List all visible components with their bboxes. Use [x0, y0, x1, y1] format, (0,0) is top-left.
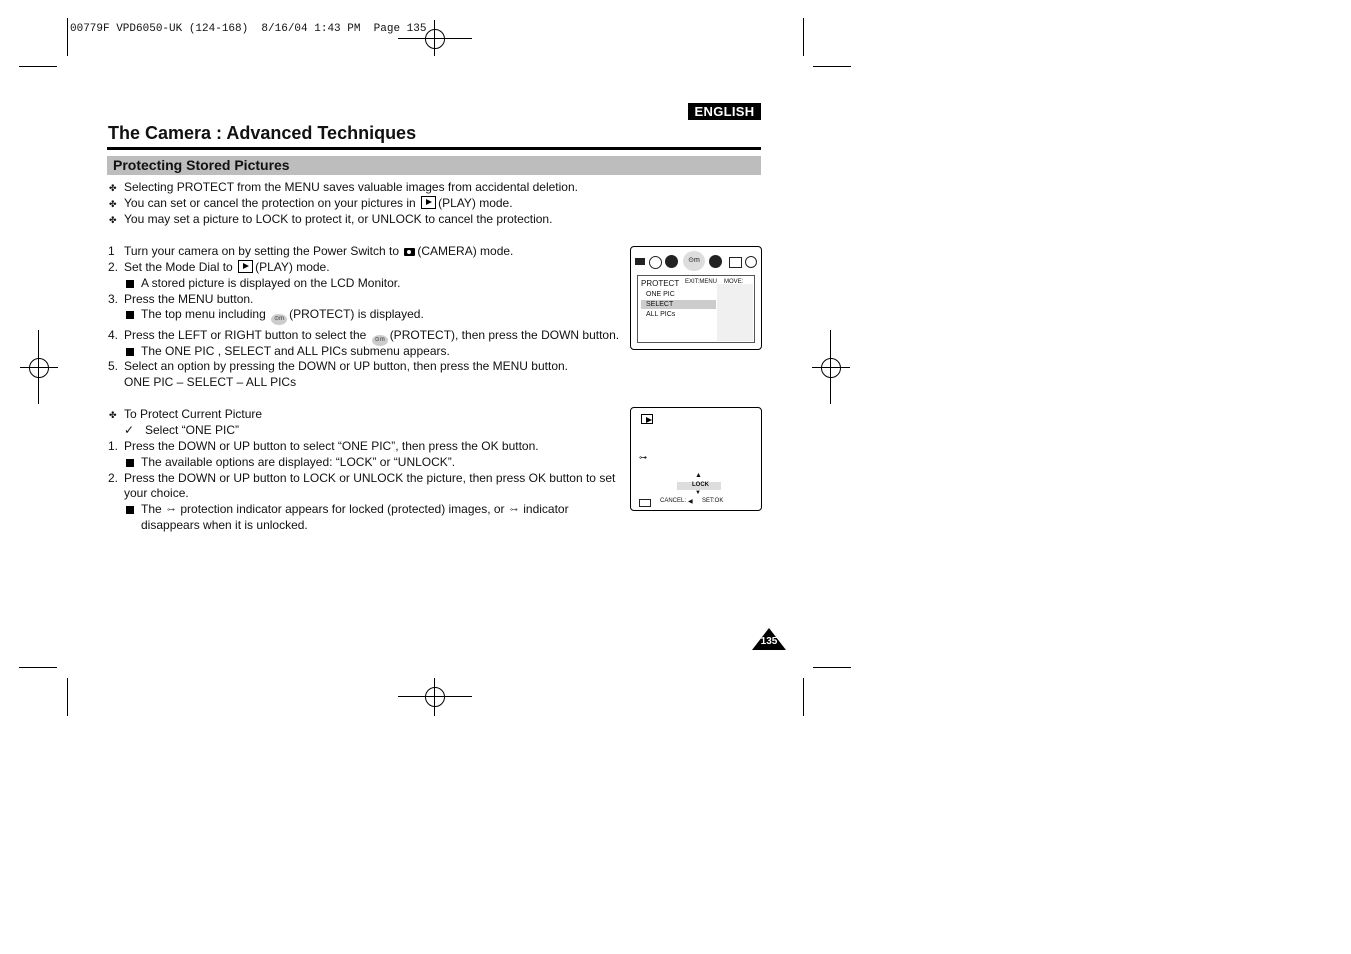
play-mode-icon [641, 414, 653, 424]
print-icon [729, 257, 742, 268]
step-text-part: (PROTECT) is displayed. [289, 307, 424, 321]
camera-setting-icon [635, 258, 645, 265]
step-text: Press the DOWN or UP button to LOCK or UNLOCK the picture, then press OK button to set [124, 471, 616, 485]
step-text-part: (PLAY) mode. [255, 260, 330, 274]
cross-bullet-icon: ✤ [109, 410, 117, 420]
step-number: 2. [108, 471, 119, 485]
card-icon [639, 499, 651, 507]
registration-mark [398, 38, 472, 39]
menu-title: PROTECT [641, 279, 680, 288]
step-text: Press the DOWN or UP button to select “ONE PIC”, then press the OK button. [124, 439, 539, 453]
lcd-menu-illustration [630, 246, 762, 350]
step-number: 1. [108, 439, 119, 453]
cross-bullet-icon: ✤ [109, 215, 117, 225]
intro-line [124, 196, 513, 210]
subsection-heading: To Protect Current Picture [124, 407, 263, 421]
registration-mark [425, 29, 445, 49]
setup-icon [745, 256, 757, 268]
print-header: 00779F VPD6050-UK (124-168) 8/16/04 1:43 PM Page 135 [70, 23, 427, 35]
page-title: The Camera : Advanced Techniques [108, 123, 417, 143]
step-note [141, 307, 424, 325]
step-note [141, 502, 569, 517]
intro-text: You can set or cancel the protection on your pictures in [124, 196, 416, 210]
step-number: 2. [108, 260, 119, 274]
camera-icon [404, 248, 415, 256]
left-arrow-icon: ◀ [688, 499, 693, 505]
intro-text: (PLAY) mode. [438, 196, 513, 210]
crop-mark [19, 66, 57, 67]
lock-key-icon: ⊶ [167, 505, 176, 514]
registration-mark [434, 678, 435, 716]
step-number: 1 [108, 244, 115, 258]
crop-mark [803, 678, 804, 716]
menu-panel [637, 275, 755, 343]
crop-mark [67, 18, 68, 56]
protect-icon: ⊙m [271, 314, 287, 325]
step-note: disappears when it is unlocked. [141, 518, 308, 532]
protect-icon: ⊙m [683, 251, 705, 271]
crop-mark [803, 18, 804, 56]
language-badge: ENGLISH [688, 103, 761, 120]
registration-mark [20, 367, 58, 368]
square-bullet-icon [126, 506, 134, 514]
registration-mark [821, 358, 841, 378]
home-icon [665, 255, 678, 268]
registration-mark [830, 330, 831, 404]
set-hint: SET:OK [702, 498, 724, 504]
step-note: A stored picture is displayed on the LCD Monitor. [141, 276, 401, 290]
step-text-part: Set the Mode Dial to [124, 260, 233, 274]
protect-icon: ⊙m [372, 335, 388, 346]
square-bullet-icon [126, 459, 134, 467]
registration-mark [434, 20, 435, 56]
title-rule [107, 147, 761, 150]
menu-icons-row [635, 255, 757, 269]
square-bullet-icon [126, 280, 134, 288]
registration-mark [29, 358, 49, 378]
menu-submenu-box [717, 284, 753, 341]
step-text-part: protection indicator appears for locked (protected) images, or [180, 502, 505, 516]
step-text-part: The [141, 502, 162, 516]
step-text-part: (CAMERA) mode. [417, 244, 514, 258]
step-number: 4. [108, 328, 119, 342]
square-bullet-icon [126, 311, 134, 319]
crop-mark [813, 66, 851, 67]
step-number: 3. [108, 292, 119, 306]
step-text: Select an option by pressing the DOWN or UP button, then press the MENU button. [124, 359, 569, 373]
down-arrow-icon: ▼ [695, 490, 701, 496]
intro-line: Selecting PROTECT from the MENU saves valuable images from accidental deletion. [124, 180, 578, 194]
lock-option: LOCK [692, 482, 709, 488]
play-mode-icon [421, 196, 436, 209]
cross-bullet-icon: ✤ [109, 183, 117, 193]
step-text: your choice. [124, 486, 189, 500]
play-mode-icon [238, 260, 253, 273]
step-text-part: Turn your camera on by setting the Power Switch to [124, 244, 400, 258]
registration-mark [425, 687, 445, 707]
step-text-part: indicator [523, 502, 569, 516]
menu-item-select: SELECT [646, 301, 674, 308]
crop-mark [813, 667, 851, 668]
step-text-part: (PROTECT), then press the DOWN button. [389, 328, 620, 342]
step-note: The ONE PIC , SELECT and ALL PICs submenu appears. [141, 344, 450, 358]
menu-item-all-pics: ALL PICs [646, 311, 676, 318]
menu-exit-hint: EXIT:MENU [685, 279, 718, 285]
step-text: Press the MENU button. [124, 292, 254, 306]
clock-icon [649, 256, 662, 269]
delete-icon [709, 255, 722, 268]
up-arrow-icon: ▲ [695, 472, 702, 479]
step-number: 5. [108, 359, 119, 373]
step-text-part: The top menu including [141, 307, 266, 321]
registration-mark [398, 696, 472, 697]
lock-key-icon: ⊶ [639, 453, 647, 462]
step-text [124, 260, 330, 274]
lock-key-icon: ⊶ [509, 505, 518, 514]
step-text-part: Press the LEFT or RIGHT button to select the [124, 328, 367, 342]
registration-mark [812, 367, 850, 368]
intro-line: You may set a picture to LOCK to protect it, or UNLOCK to cancel the protection. [124, 212, 553, 226]
check-icon: ✓ [124, 423, 135, 437]
page-number: 135 [760, 636, 778, 647]
select-note: Select “ONE PIC” [145, 423, 240, 437]
step-options: ONE PIC – SELECT – ALL PICs [124, 375, 297, 389]
square-bullet-icon [126, 348, 134, 356]
cross-bullet-icon: ✤ [109, 199, 117, 209]
crop-mark [19, 667, 57, 668]
cancel-hint: CANCEL: [660, 498, 687, 504]
step-text [124, 244, 513, 258]
section-header [107, 156, 761, 175]
menu-item-one-pic: ONE PIC [646, 291, 675, 298]
registration-mark [38, 330, 39, 404]
crop-mark [67, 678, 68, 716]
section-title: Protecting Stored Pictures [113, 157, 290, 173]
step-note: The available options are displayed: “LOCK” or “UNLOCK”. [141, 455, 456, 469]
lcd-lock-illustration [630, 407, 762, 511]
menu-move-hint: MOVE: [724, 279, 744, 285]
